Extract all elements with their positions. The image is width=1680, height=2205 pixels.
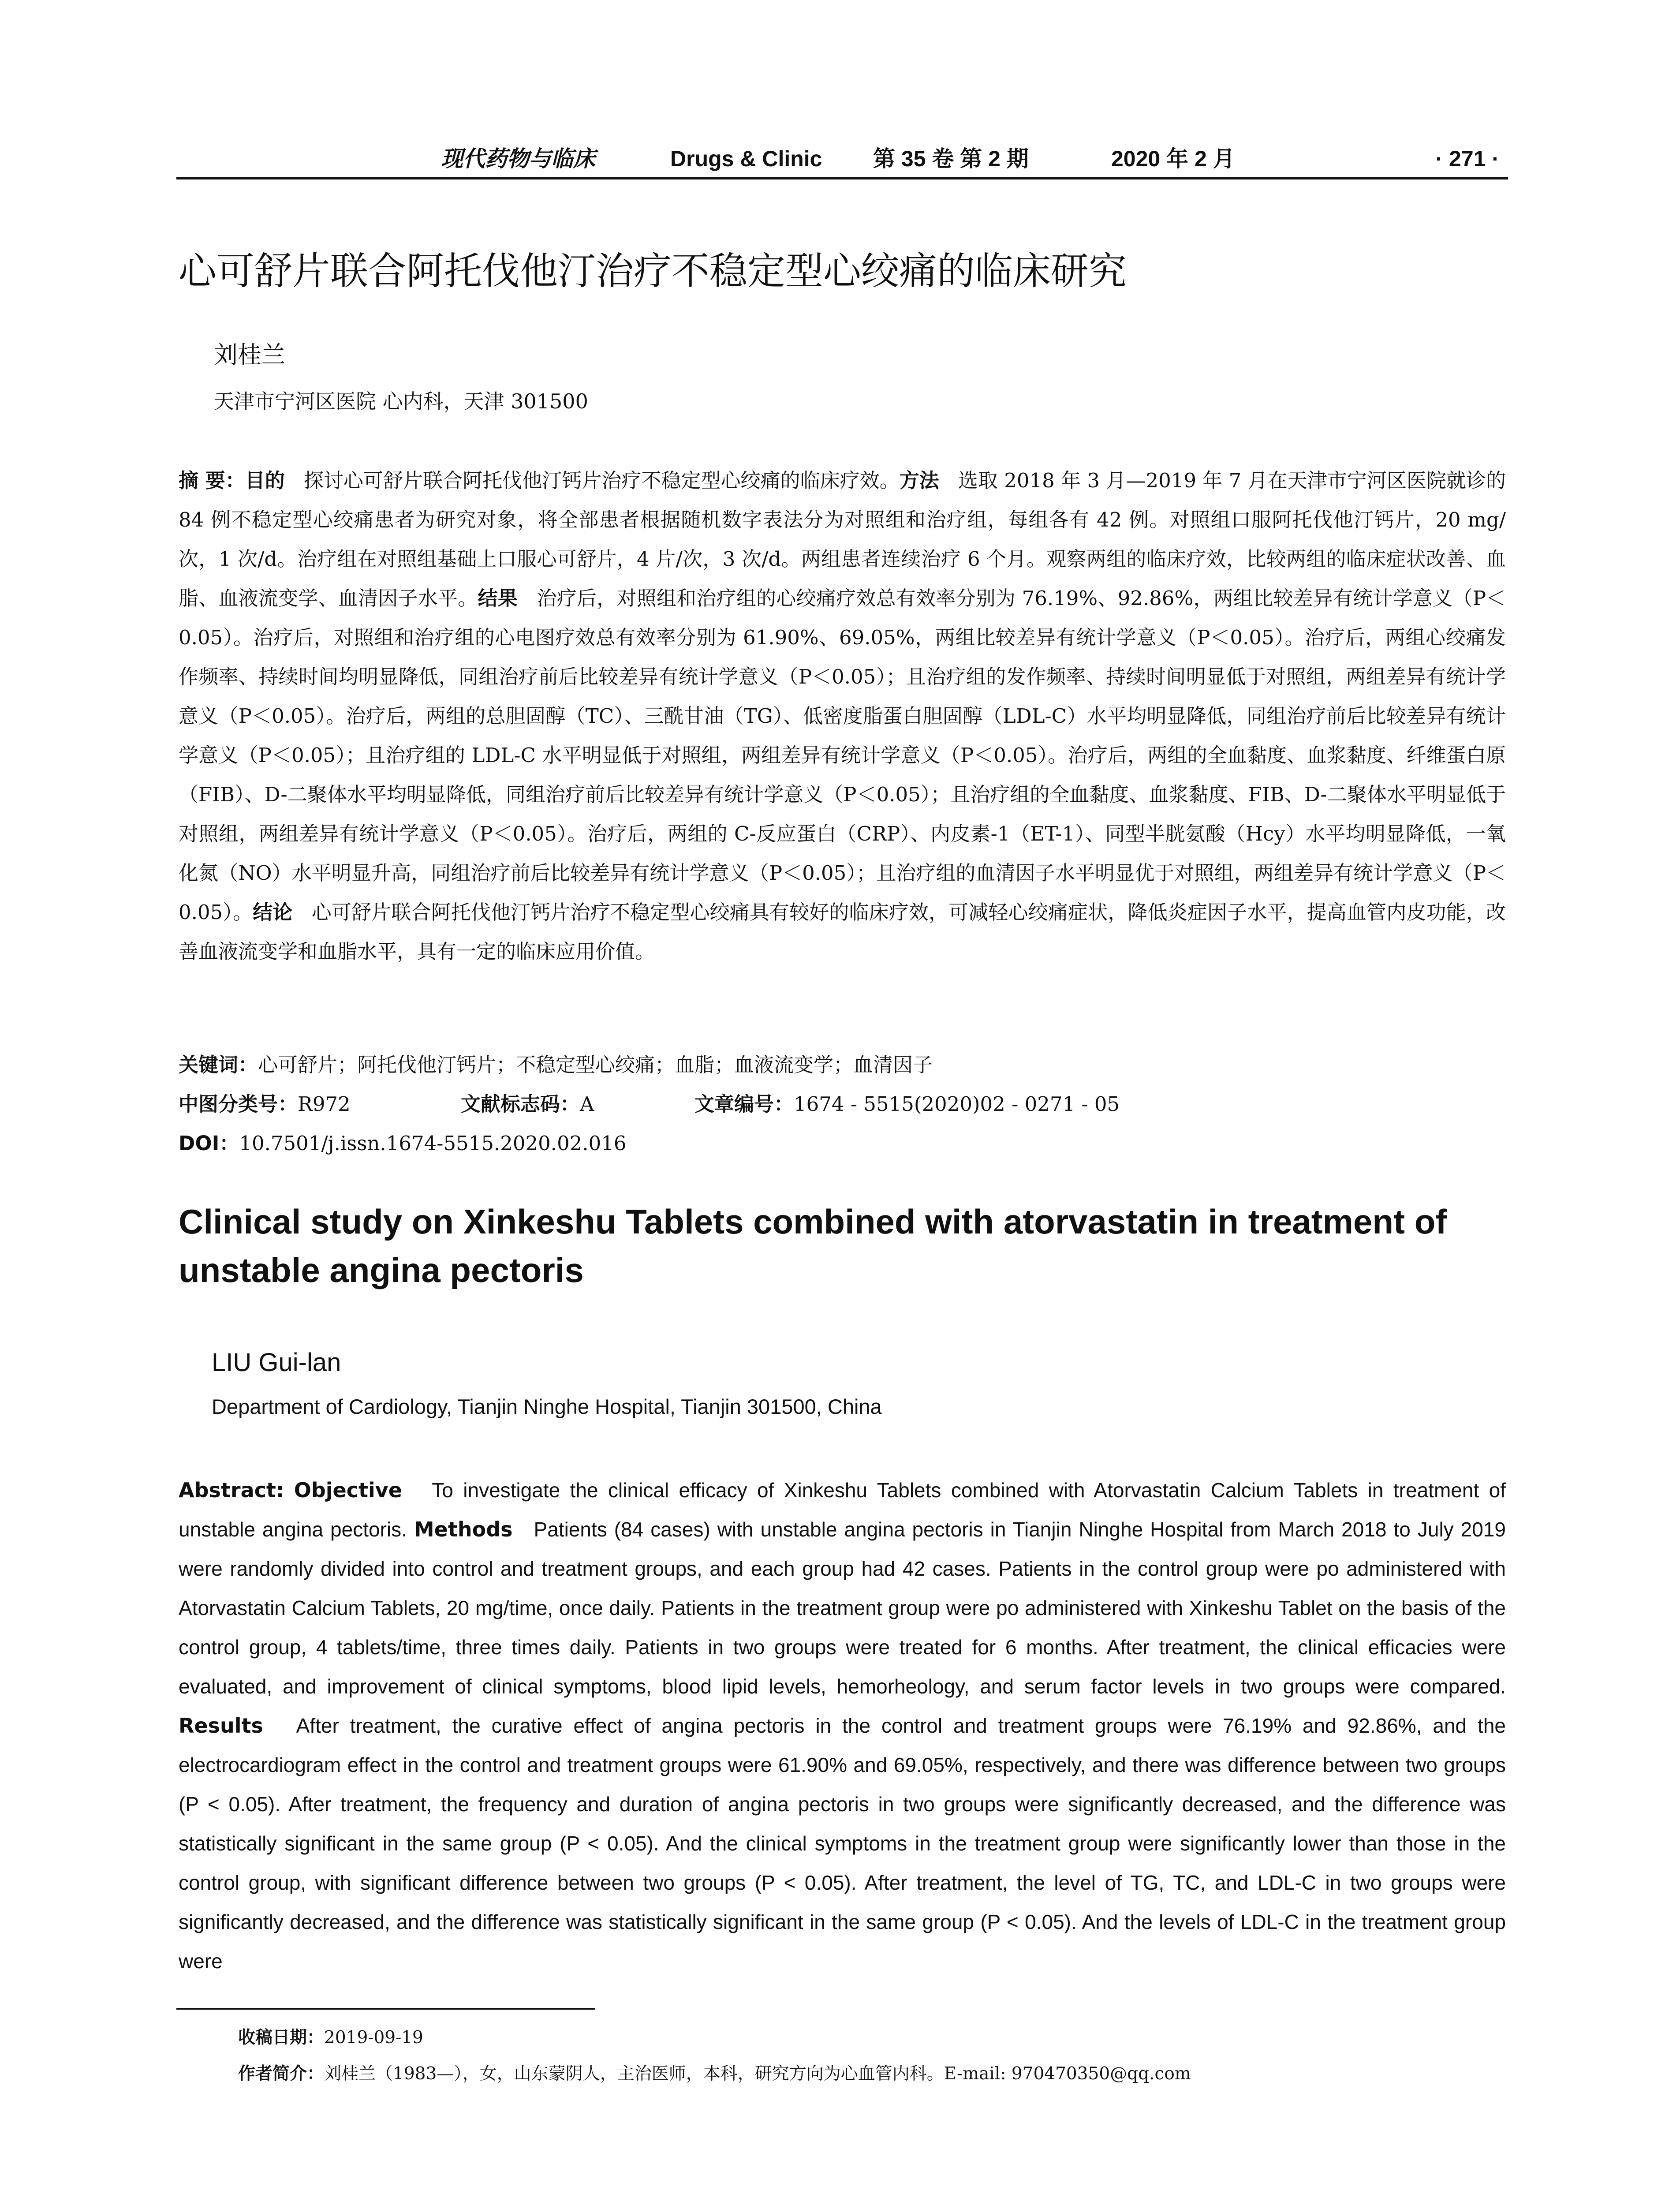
abstract-cn <box>179 461 1506 971</box>
footnotes <box>238 2020 1508 2092</box>
abstract-label-en: Abstract: <box>179 1478 284 1502</box>
journal-name-en: Drugs & Clinic <box>670 146 822 171</box>
results-en: After treatment, the curative effect of angina pectoris in the control and treatment groups were 76.19% and 92.86%, and the electrocardiogram effect in the control and treatment groups were 61.90% and 69.05%, respectively, and there was difference between two groups (P < 0.05). After treatment, the frequency and duration of angina pectoris in two groups were significantly decreased, and the difference was statistically significant in the same group (P < 0.05). And the clinical symptoms in the treatment group were significantly lower than those in the control group, with significant difference between two groups (P < 0.05). After treatment, the level of TG, TC, and LDL-C in two groups were significantly decreased, and the difference was statistically significant in the same group (P < 0.05). And the levels of LDL-C in the treatment group were <box>179 1714 1506 1973</box>
classification-row <box>179 1084 1506 1124</box>
keywords-cn: 心可舒片；阿托伐他汀钙片；不稳定型心绞痛；血脂；血液流变学；血清因子 <box>258 1053 933 1076</box>
objective-label-cn: 目的 <box>245 469 285 492</box>
header-rule <box>176 177 1508 179</box>
received-date-note <box>238 2020 1508 2056</box>
abstract-en <box>179 1471 1506 1981</box>
results-label-en: Results <box>179 1714 263 1738</box>
volume-issue: 第 35 卷 第 2 期 <box>873 146 1029 171</box>
footnote-rule <box>176 2008 595 2010</box>
methods-en: Patients (84 cases) with unstable angina pectoris in Tianjin Ninghe Hospital from March 2018 to July 2019 were randomly divided into control and treatment groups, and each group had 42 cases. Patients in the control group were po administered with Atorvastatin Calcium Tablets, 20 mg/time, once daily. Patients in the treatment group were po administered with Xinkeshu Tablet on the basis of the control group, 4 tablets/time, three times daily. Patients in two groups were treated for 6 months. After treatment, the clinical efficacies were evaluated, and improvement of clinical symptoms, blood lipid levels, hemorheology, and serum factor levels in two groups were compared. <box>179 1518 1506 1698</box>
received-date: 2019-09-19 <box>324 2028 423 2048</box>
doi-value: 10.7501/j.issn.1674-5515.2020.02.016 <box>239 1132 627 1155</box>
methods-cn: 选取 2018 年 3 月—2019 年 7 月在天津市宁河区医院就诊的 84 例不稳定型心绞痛患者为研究对象，将全部患者根据随机数字表法分为对照组和治疗组，每组各有 42 例。对照组口服阿托伐他汀钙片，20 mg/次，1 次/d。治疗组在对照组基础上口服心可舒片，4 片/次，3 次/d。两组患者连续治疗 6 个月。观察两组的临床疗效，比较两组的临床症状改善、血脂、血液流变学、血清因子水平。 <box>179 469 1506 610</box>
title-en: Clinical study on Xinkeshu Tablets combined with atorvastatin in treatment of unstable angina pectoris <box>179 1202 1447 1289</box>
objective-en: To investigate the clinical efficacy of Xinkeshu Tablets combined with Atorvastatin Calcium Tablets in treatment of unstable angina pectoris. <box>179 1479 1506 1541</box>
abstract-label-cn: 摘 要： <box>179 469 245 492</box>
methods-label-cn: 方法 <box>899 469 939 492</box>
doi-row <box>179 1124 1506 1163</box>
conclusion-cn: 心可舒片联合阿托伐他汀钙片治疗不稳定型心绞痛具有较好的临床疗效，可减轻心绞痛症状，降低炎症因子水平，提高血管内皮功能，改善血液流变学和血脂水平，具有一定的临床应用价值。 <box>179 901 1506 963</box>
doi-label: DOI： <box>179 1132 239 1155</box>
article-no-label: 文章编号： <box>694 1092 794 1116</box>
doc-code-label: 文献标志码： <box>461 1092 580 1116</box>
methods-label-en: Methods <box>414 1517 513 1541</box>
affiliation-cn: 天津市宁河区医院 心内科，天津 301500 <box>214 389 588 413</box>
received-label: 收稿日期： <box>238 2028 325 2048</box>
article-no-value: 1674 - 5515(2020)02 - 0271 - 05 <box>794 1092 1120 1116</box>
results-cn: 治疗后，对照组和治疗组的心绞痛疗效总有效率分别为 76.19%、92.86%，两组比较差异有统计学意义（P＜0.05）。治疗后，对照组和治疗组的心电图疗效总有效率分别为 61.90%、69.05%，两组比较差异有统计学意义（P＜0.05）。治疗后，两组心绞痛发作频率、持续时间均明显降低，同组治疗前后比较差异有统计学意义（P＜0.05）；且治疗组的发作频率、持续时间明显低于对照组，两组差异有统计学意义（P＜0.05）。治疗后，两组的总胆固醇（TC）、三酰甘油（TG）、低密度脂蛋白胆固醇（LDL-C）水平均明显降低，同组治疗前后比较差异有统计学意义（P＜0.05）；且治疗组的 LDL-C 水平明显低于对照组，两组差异有统计学意义（P＜0.05）。治疗后，两组的全血黏度、血浆黏度、纤维蛋白原（FIB）、D-二聚体水平均明显降低，同组治疗前后比较差异有统计学意义（P＜0.05）；且治疗组的全血黏度、血浆黏度、FIB、D-二聚体水平明显低于对照组，两组差异有统计学意义（P＜0.05）。治疗后，两组的 C-反应蛋白（CRP）、内皮素-1（ET-1）、同型半胱氨酸（Hcy）水平均明显降低，一氧化氮（NO）水平明显升高，同组治疗前后比较差异有统计学意义（P＜0.05）；且治疗组的血清因子水平明显优于对照组，两组差异有统计学意义（P＜0.05）。 <box>179 587 1506 924</box>
author-bio-note <box>238 2056 1508 2092</box>
clc-label: 中图分类号： <box>179 1092 298 1116</box>
objective-label-en: Objective <box>294 1478 402 1502</box>
author-en: LIU Gui-lan <box>212 1348 341 1377</box>
running-header <box>176 141 1508 176</box>
keywords-row <box>179 1045 1506 1084</box>
journal-name-cn: 现代药物与临床 <box>441 146 595 171</box>
affiliation-en: Department of Cardiology, Tianjin Ninghe Hospital, Tianjin 301500, China <box>212 1395 882 1418</box>
title-cn: 心可舒片联合阿托伐他汀治疗不稳定型心绞痛的临床研究 <box>179 249 1127 293</box>
objective-cn: 探讨心可舒片联合阿托伐他汀钙片治疗不稳定型心绞痛的临床疗效。 <box>303 469 900 492</box>
issue-date: 2020 年 2 月 <box>1111 146 1235 171</box>
clc-value: R972 <box>298 1092 351 1116</box>
author-bio: 刘桂兰（1983—），女，山东蒙阴人，主治医师，本科，研究方向为心血管内科。E-mail: 970470350@qq.com <box>324 2064 1191 2084</box>
bio-label: 作者简介： <box>238 2064 325 2084</box>
article-metadata-cn <box>179 1045 1506 1163</box>
doc-code-value: A <box>580 1092 594 1116</box>
author-cn: 刘桂兰 <box>214 341 285 369</box>
keywords-label-cn: 关键词： <box>179 1053 258 1076</box>
results-label-cn: 结果 <box>478 587 518 610</box>
page-number: · 271 · <box>1435 146 1499 171</box>
conclusion-label-cn: 结论 <box>253 901 293 924</box>
